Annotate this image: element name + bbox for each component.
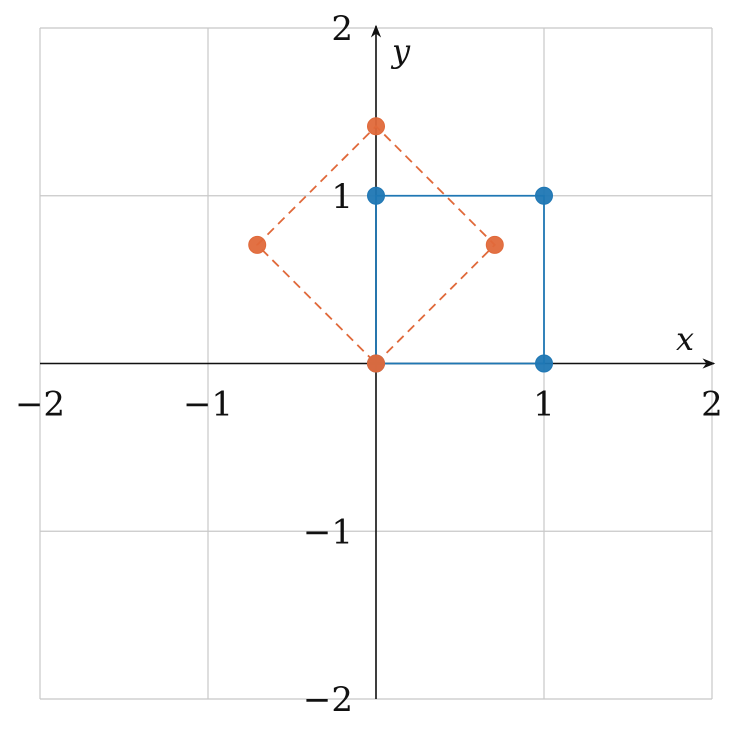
rotated-square-point [249, 236, 266, 253]
unit-square-point [368, 187, 385, 204]
y-tick-label: −1 [302, 512, 353, 553]
y-tick-label: 2 [331, 9, 353, 49]
x-tick-label: 1 [533, 384, 555, 425]
rotated-square-point [486, 236, 503, 253]
unit-square-point [536, 355, 553, 372]
x-tick-label: −2 [14, 384, 66, 425]
rotated-square-point [368, 355, 385, 372]
y-tick-label: −2 [302, 680, 353, 720]
y-axis-label: y [391, 32, 411, 70]
x-tick-label: −1 [182, 384, 234, 425]
x-tick-label: 2 [701, 384, 723, 425]
x-axis-label: x [675, 320, 695, 358]
series-layer [249, 118, 553, 372]
y-tick-label: 1 [331, 176, 353, 217]
rotated-square-point [368, 118, 385, 135]
unit-square-point [536, 187, 553, 204]
